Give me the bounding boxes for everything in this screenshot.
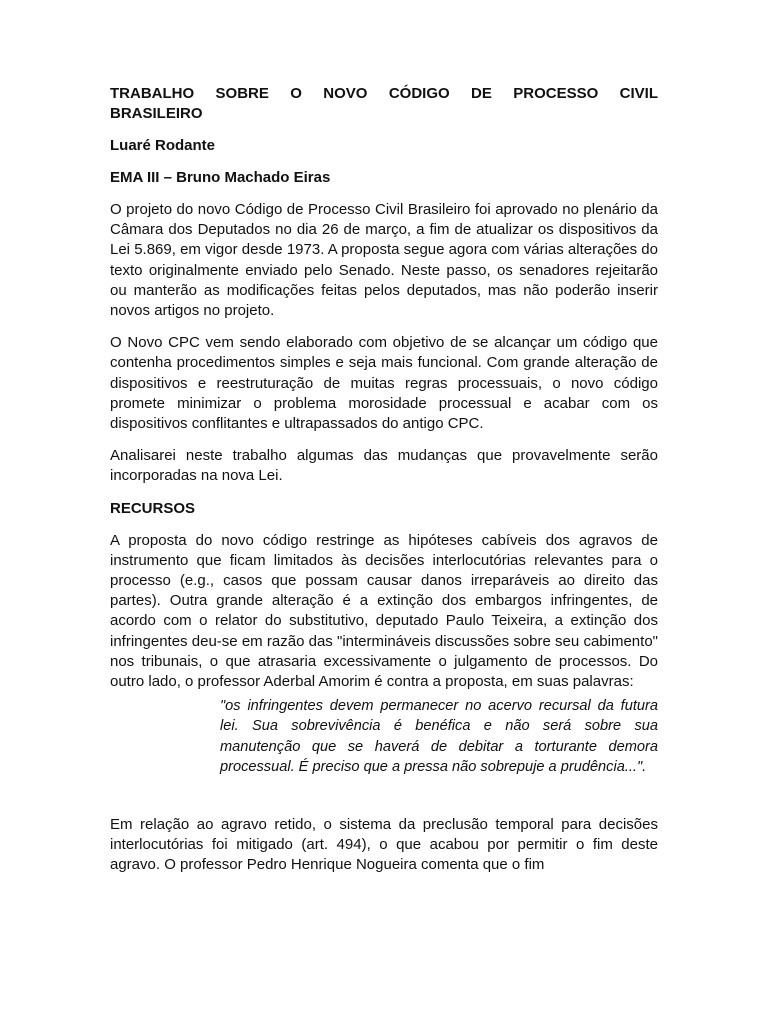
intro-paragraph-1: O projeto do novo Código de Processo Civil Brasileiro foi aprovado no plenário da Câmara dos Deputados no dia 26 de março, a fim de atualizar os dispositivos da Lei 5.869, em vigor desde 1973. A proposta segue agora com várias alterações do texto originalmente enviado pelo Senado. Neste passo, os senadores rejeitarão ou manterão as modificações feitas pelos deputados, mas não poderão inserir novos artigos no projeto. (110, 201, 658, 320)
intro-paragraph-3: Analisarei neste trabalho algumas das mudanças que provavelmente serão incorporadas na nova Lei. (110, 447, 658, 485)
agravo-retido-paragraph: Em relação ao agravo retido, o sistema da preclusão temporal para decisões interlocutórias foi mitigado (art. 494), o que acabou por permitir o fim deste agravo. O professor Pedro Henrique Nogueira comenta que o fim (110, 816, 658, 874)
document-page (110, 84, 658, 888)
author-name: Luaré Rodante (110, 137, 216, 154)
block-quote: "os infringentes devem permanecer no acervo recursal da futura lei. Sua sobrevivência é benéfica e não será sobre sua manutenção que se haverá de debitar a torturante demora processual. É preciso que a pressa não sobrepuje a prudência...". (220, 698, 658, 775)
title-line-1: TRABALHO SOBRE O NOVO CÓDIGO DE PROCESSO CIVIL (110, 85, 658, 102)
section-heading-recursos: RECURSOS (110, 499, 196, 517)
recursos-paragraph: A proposta do novo código restringe as hipóteses cabíveis dos agravos de instrumento que ficam limitados às decisões interlocutórias relevantes para o processo (e.g., casos que possam causar danos irreparáveis ao direito das partes). Outra grande alteração é a extinção dos embargos infringentes, de acordo com o relator do substitutivo, deputado Paulo Teixeira, a extinção dos infringentes deu-se em razão das "intermináveis discussões sobre seu cabimento" nos tribunais, o que atrasaria excessivamente o julgamento de processos. Do outro lado, o professor Aderbal Amorim é contra a proposta, em suas palavras: (110, 531, 658, 691)
title-line-2: BRASILEIRO (110, 105, 203, 122)
course-line: EMA III – Bruno Machado Eiras (110, 169, 331, 186)
document-title (110, 84, 658, 124)
spacer (110, 777, 658, 815)
intro-paragraph-2: O Novo CPC vem sendo elaborado com objetivo de se alcançar um código que contenha procedimentos simples e seja mais funcional. Com grande alteração de dispositivos e reestruturação de muitas regras processuais, o novo código promete minimizar o problema morosidade processual e acabar com os dispositivos conflitantes e ultrapassados do antigo CPC. (110, 334, 658, 433)
